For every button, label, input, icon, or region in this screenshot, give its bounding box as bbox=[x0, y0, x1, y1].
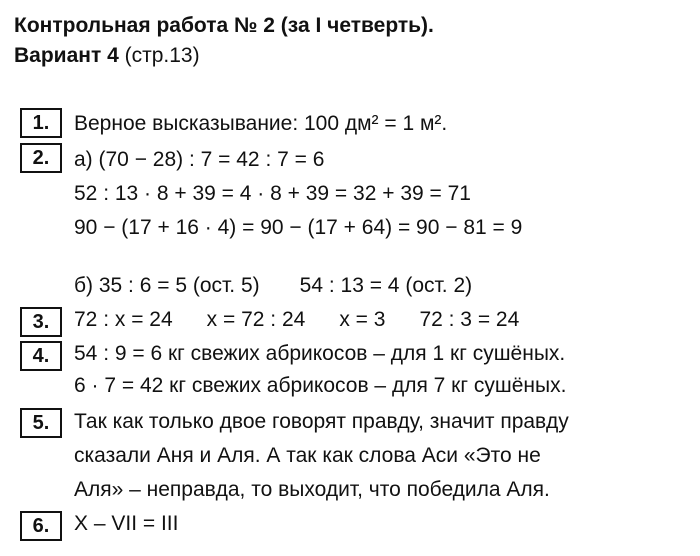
task-number-2: 2. bbox=[20, 143, 62, 173]
task-5-line-2: сказали Аня и Аля. А так как слова Аси «Это не bbox=[74, 444, 541, 467]
task-2-part-b-1: б) 35 : 6 = 5 (ост. 5) bbox=[74, 274, 260, 297]
task-4-line-2: 6 · 7 = 42 кг свежих абрикосов – для 7 кг сушёных. bbox=[74, 374, 567, 397]
task-3-eq-2: x = 72 : 24 bbox=[206, 308, 306, 331]
task-2-part-b-2: 54 : 13 = 4 (ост. 2) bbox=[299, 274, 473, 297]
page-title: Контрольная работа № 2 (за I четверть). bbox=[14, 14, 434, 37]
task-5-line-3: Аля» – неправда, то выходит, что победила Аля. bbox=[74, 478, 550, 501]
task-number-1: 1. bbox=[20, 108, 62, 138]
task-number-4: 4. bbox=[20, 341, 62, 371]
task-number-5: 5. bbox=[20, 408, 62, 438]
task-3-eq-1: 72 : x = 24 bbox=[74, 308, 173, 331]
task-2-line-1: а) (70 − 28) : 7 = 42 : 7 = 6 bbox=[74, 148, 325, 171]
task-number-6: 6. bbox=[20, 511, 62, 541]
task-5-line-1: Так как только двое говорят правду, значит правду bbox=[74, 410, 569, 433]
task-3-eq-4: 72 : 3 = 24 bbox=[419, 308, 520, 331]
task-1-line-1: Верное высказывание: 100 дм² = 1 м². bbox=[74, 112, 448, 135]
variant-heading bbox=[14, 44, 200, 68]
task-number-3: 3. bbox=[20, 307, 62, 337]
task-4-line-1: 54 : 9 = 6 кг свежих абрикосов – для 1 кг сушёных. bbox=[74, 342, 566, 365]
task-6-line-1: X – VII = III bbox=[74, 512, 179, 535]
task-2-line-4 bbox=[74, 274, 472, 298]
task-3-eq-3: x = 3 bbox=[339, 308, 386, 331]
task-3-line-1 bbox=[74, 308, 519, 332]
task-2-line-3: 90 − (17 + 16 · 4) = 90 − (17 + 64) = 90 − 81 = 9 bbox=[74, 216, 523, 239]
variant-label: Вариант 4 bbox=[14, 44, 119, 67]
task-2-line-2: 52 : 13 · 8 + 39 = 4 · 8 + 39 = 32 + 39 = 71 bbox=[74, 182, 471, 205]
page-reference: (стр.13) bbox=[124, 44, 200, 67]
